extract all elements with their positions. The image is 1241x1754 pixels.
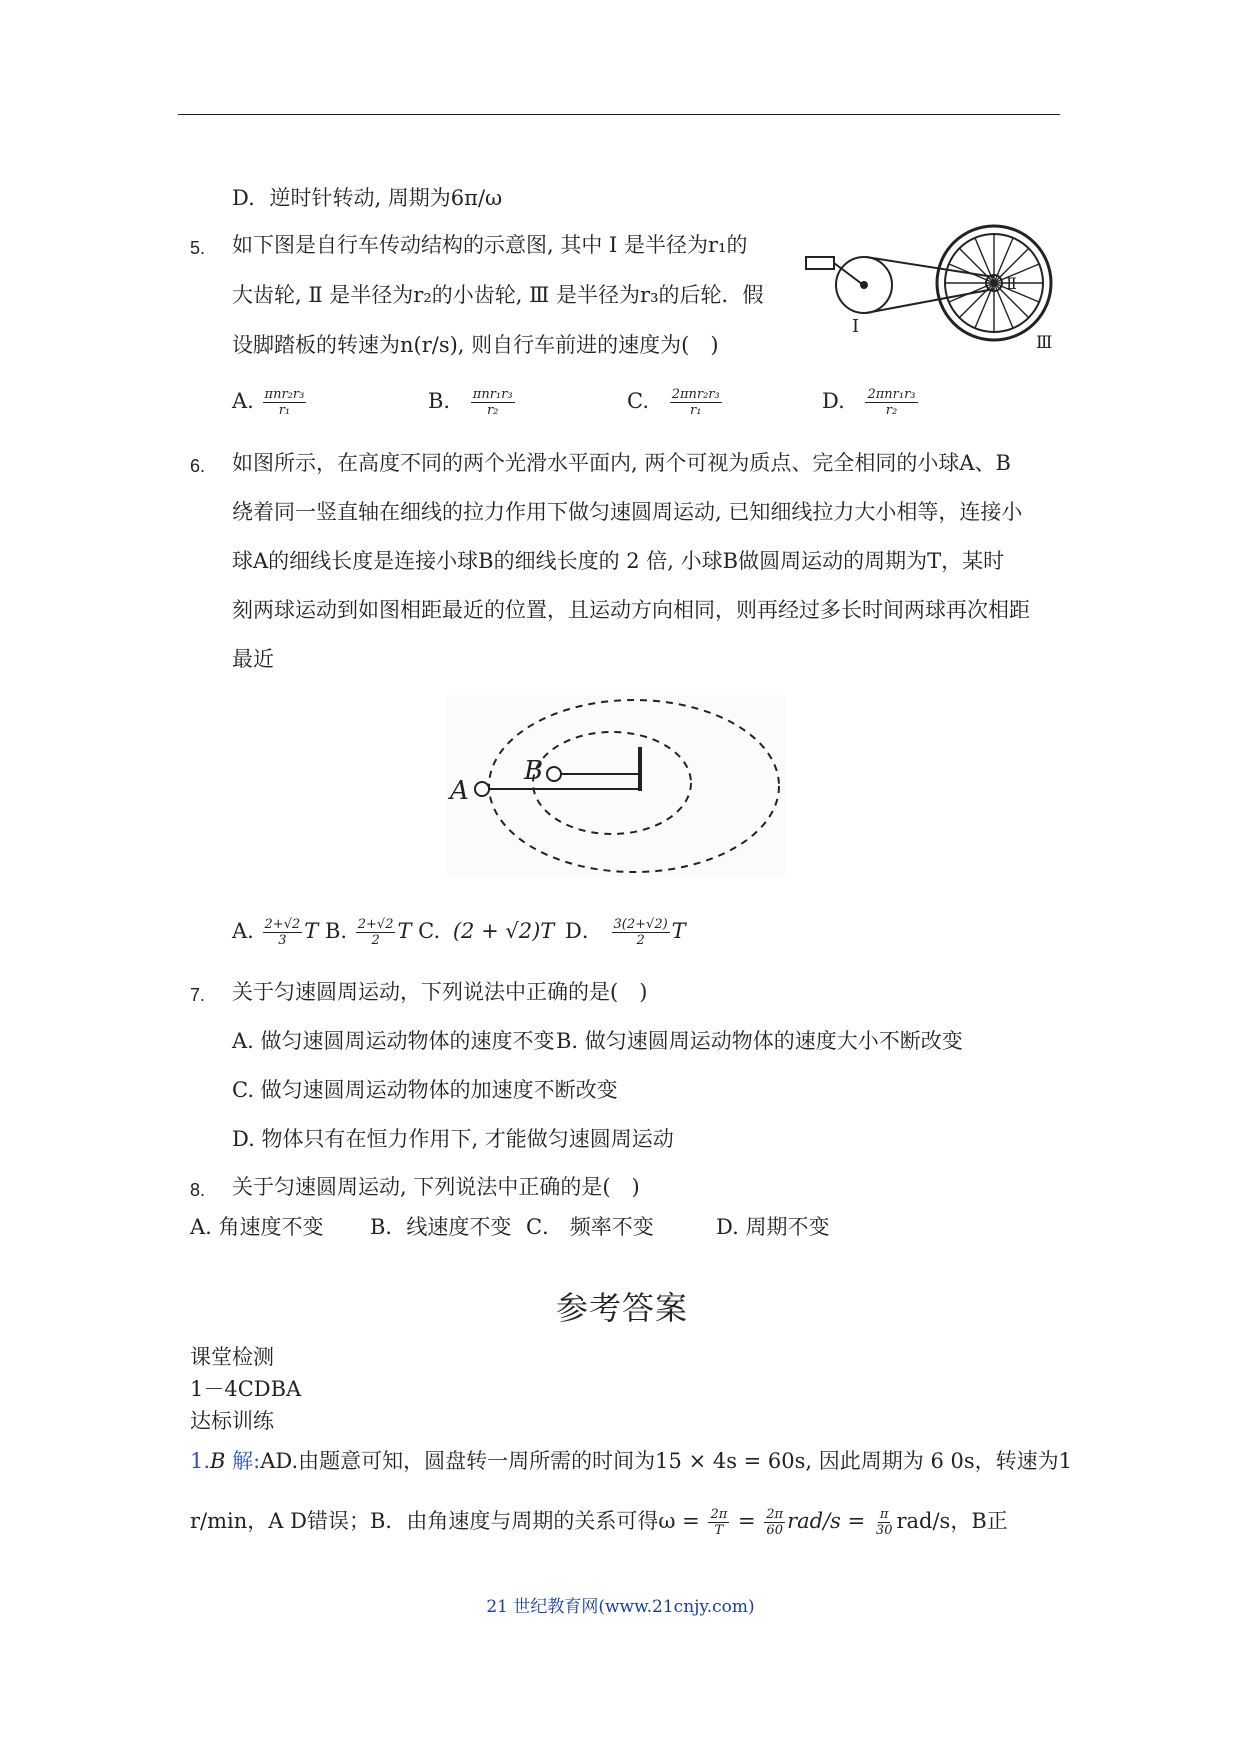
q7-option-a: A. 做匀速圆周运动物体的速度不变 (232, 1029, 555, 1053)
answer-line-2 (190, 1506, 1008, 1538)
answers-section-heading: 课堂检测 (190, 1345, 274, 1369)
option-fraction: $\frac{3(2+√2)}{2}$ (613, 917, 668, 948)
q8-option-a: A. 角速度不变 (190, 1215, 324, 1239)
q7-option-b: B. 做匀速圆周运动物体的速度大小不断改变 (556, 1029, 963, 1053)
q5-option-d (822, 386, 920, 418)
option-tail: T (304, 919, 319, 943)
q5-line2: 大齿轮, Ⅱ 是半径为r₂的小齿轮, Ⅲ 是半径为r₃的后轮．假 (232, 283, 764, 307)
label-ball-a: A (450, 776, 469, 806)
q4-option-d (232, 183, 502, 213)
q5-option-c (627, 386, 724, 418)
q5-line3: 设脚踏板的转速为n(r/s), 则自行车前进的速度为( ) (232, 333, 719, 357)
q6-line4: 刻两球运动到如图相距最近的位置，且运动方向相同，则再经过多长时间两球再次相距 (232, 598, 1030, 622)
option-label: B. (428, 389, 451, 413)
label-big-gear: Ⅰ (852, 316, 860, 337)
option-label: D． (565, 919, 603, 943)
option-tail: T (671, 919, 686, 943)
page-footer: 21 世纪教育网(www.21cnjy.com) (486, 1597, 755, 1617)
answers-section-value: 1－4CDBA (190, 1377, 302, 1401)
option-fraction: $\frac{\text{πnr₁r₃}}{\text{r₂}}$ (472, 387, 513, 418)
question-number: 8. (190, 1180, 206, 1200)
q7-option-c: C. 做匀速圆周运动物体的加速度不断改变 (232, 1078, 618, 1102)
orbit-figure (446, 695, 786, 877)
option-fraction: $\frac{2+√2}{3}$ (264, 917, 301, 948)
q7-option-d: D. 物体只有在恒力作用下, 才能做匀速圆周运动 (232, 1127, 674, 1151)
answer-number: 1. (190, 1449, 211, 1473)
question-number: 7. (190, 985, 206, 1005)
q6-line1: 如图所示，在高度不同的两个光滑水平面内, 两个可视为质点、完全相同的小球A、B (232, 451, 1011, 475)
label-ball-b: B (524, 756, 544, 786)
q6-line2: 绕着同一竖直轴在细线的拉力作用下做匀速圆周运动, 已知细线拉力大小相等，连接小 (232, 500, 1023, 524)
option-label: C. (627, 389, 649, 413)
option-text: (2 + √2)T (452, 919, 555, 943)
option-fraction: $\frac{2+√2}{2}$ (357, 917, 394, 948)
q6-line3: 球A的细线长度是连接小球B的细线长度的 2 倍, 小球B做圆周运动的周期为T，某时 (232, 549, 1005, 573)
answer-choice: B (210, 1449, 226, 1473)
answer-text: rad/s，B正 (896, 1509, 1008, 1533)
answer-text: = (737, 1509, 756, 1533)
formula-fraction: $\frac{\pi}{30}$ (875, 1507, 893, 1538)
formula-fraction: $\frac{2\pi}{60}$ (766, 1507, 784, 1538)
label-small-gear: Ⅱ (1006, 274, 1017, 293)
answer-text: rad/s = (787, 1509, 866, 1533)
answer-text: AD.由题意可知，圆盘转一周所需的时间为15 × 4s = 60s, 因此周期为 6 0s，转速为1 (260, 1449, 1072, 1473)
q7-stem: 关于匀速圆周运动，下列说法中正确的是( ) (232, 980, 648, 1004)
q5-option-a (232, 386, 308, 418)
answers-section-heading: 达标训练 (190, 1409, 274, 1433)
answer-line-1 (190, 1446, 1072, 1476)
header-rule (178, 114, 1060, 115)
option-text: 逆时针转动, 周期为6π/ω (269, 186, 503, 210)
q8-option-c: C． 频率不变 (526, 1215, 654, 1239)
option-label: D. (822, 389, 845, 413)
formula-fraction: $\frac{2\pi}{T}$ (710, 1507, 728, 1538)
q6-options (232, 916, 686, 948)
q8-option-d: D. 周期不变 (716, 1215, 830, 1239)
question-number: 5. (190, 238, 206, 258)
option-fraction: $\frac{\text{2πnr₂r₃}}{\text{r₁}}$ (671, 387, 720, 418)
q8-option-b: B．线速度不变 (370, 1215, 512, 1239)
bicycle-figure (800, 222, 1060, 352)
label-wheel: Ⅲ (1036, 333, 1053, 352)
q8-stem: 关于匀速圆周运动, 下列说法中正确的是( ) (232, 1175, 640, 1199)
q6-line5: 最近 (232, 647, 274, 671)
option-fraction: $\frac{\text{2πnr₁r₃}}{\text{r₂}}$ (867, 387, 916, 418)
q5-option-b (428, 386, 517, 418)
question-number: 6. (190, 456, 206, 476)
answer-text: r/min，A D错误；B．由角速度与周期的关系可得ω = (190, 1509, 700, 1533)
option-label: A. (232, 389, 254, 413)
option-fraction: $\frac{\text{πnr₂r₃}}{\text{r₁}}$ (264, 387, 305, 418)
option-label: B. (324, 919, 348, 943)
option-label: C. (418, 919, 441, 943)
option-tail: T (397, 919, 412, 943)
answers-title: 参考答案 (556, 1289, 689, 1327)
answer-explain-label: 解: (232, 1449, 261, 1473)
option-label: D. (232, 186, 255, 210)
option-label: A. (232, 919, 254, 943)
q5-line1: 如下图是自行车传动结构的示意图, 其中 Ⅰ 是半径为r₁的 (232, 233, 748, 257)
